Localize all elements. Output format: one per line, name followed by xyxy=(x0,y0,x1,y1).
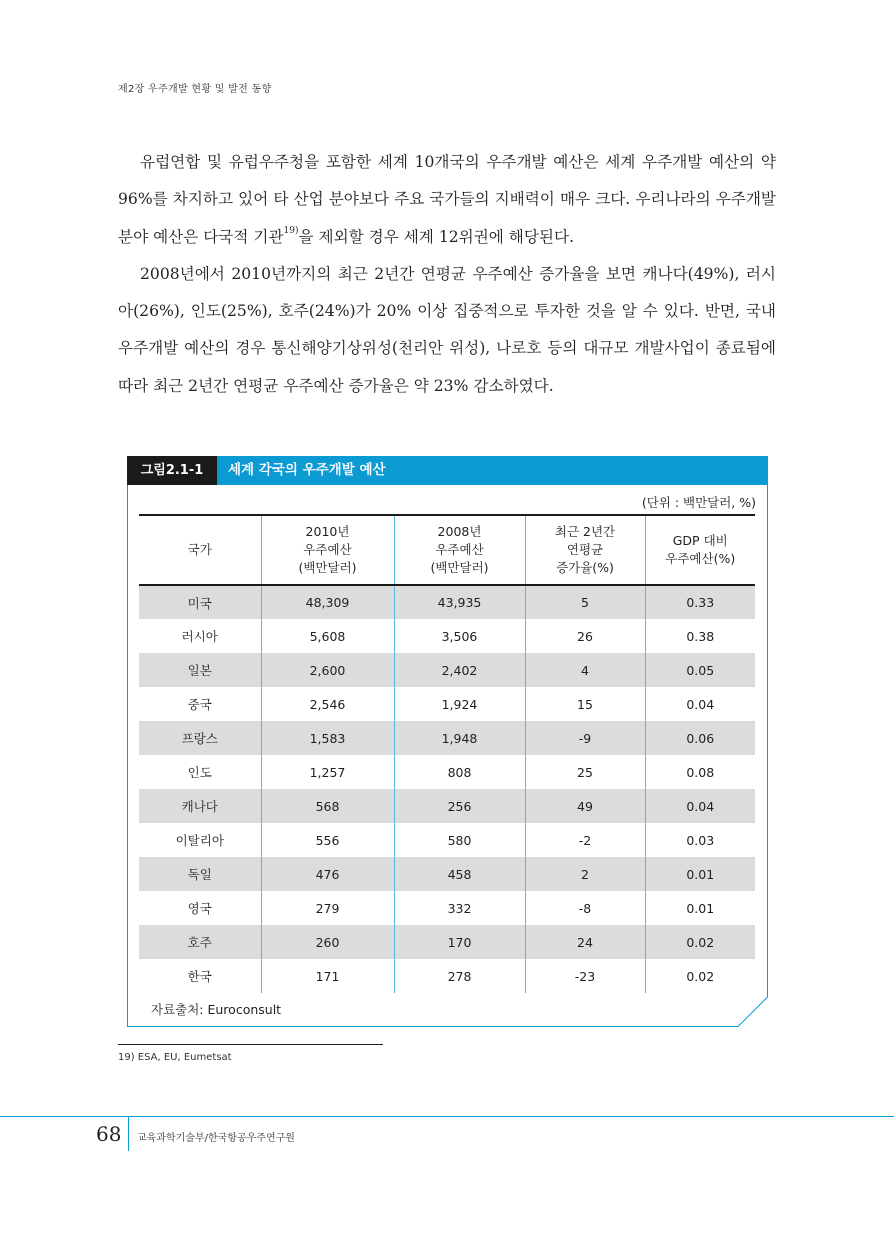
table-row xyxy=(139,755,755,789)
cell-country: 이탈리아 xyxy=(175,833,224,848)
cell-budget-2010: 5,608 xyxy=(261,619,394,653)
cell-growth-rate: -23 xyxy=(525,959,645,993)
cell-growth-rate: 4 xyxy=(525,653,645,687)
cell-country: 영국 xyxy=(187,901,212,916)
cell-budget-2008: 170 xyxy=(394,925,525,959)
table-row xyxy=(139,823,755,857)
figure-label: 그림2.1-1 xyxy=(127,456,217,485)
cell-gdp-ratio: 0.02 xyxy=(645,959,755,993)
cell-country: 캐나다 xyxy=(139,789,261,823)
table-row xyxy=(139,891,755,925)
cell-growth-rate: 15 xyxy=(525,687,645,721)
table-row xyxy=(139,687,755,721)
cell-country: 인도 xyxy=(187,765,212,780)
cell-growth-rate: -9 xyxy=(525,721,645,755)
footnote-ref: 19) xyxy=(283,226,299,237)
cell-gdp-ratio: 0.01 xyxy=(645,857,755,891)
cell-country: 프랑스 xyxy=(139,721,261,755)
cell-gdp-ratio: 0.04 xyxy=(645,789,755,823)
cell-budget-2008: 3,506 xyxy=(394,619,525,653)
table-row xyxy=(139,959,755,993)
table-row xyxy=(139,721,755,755)
cell-country: 한국 xyxy=(139,959,261,993)
column-header-country: 국가 xyxy=(139,515,261,585)
cell-budget-2010: 260 xyxy=(261,925,394,959)
cell-budget-2010: 568 xyxy=(261,789,394,823)
cell-budget-2010: 171 xyxy=(261,959,394,993)
cell-growth-rate: 5 xyxy=(525,585,645,619)
cell-growth-rate: 25 xyxy=(525,755,645,789)
column-header-growth-rate: 최근 2년간 연평균 증가율(%) xyxy=(525,515,645,585)
cell-gdp-ratio: 0.01 xyxy=(645,891,755,925)
figure-box xyxy=(127,456,768,1027)
cell-budget-2008: 278 xyxy=(394,959,525,993)
body-text xyxy=(118,144,776,405)
cell-budget-2008: 2,402 xyxy=(394,653,525,687)
cell-budget-2008: 458 xyxy=(394,857,525,891)
table-header-row xyxy=(139,515,755,585)
column-header-gdp-ratio: GDP 대비 우주예산(%) xyxy=(645,515,755,585)
paragraph-1 xyxy=(118,144,776,256)
cell-gdp-ratio: 0.06 xyxy=(645,721,755,755)
cell-growth-rate: 24 xyxy=(525,925,645,959)
cell-budget-2010: 556 xyxy=(261,823,394,857)
cell-country: 중국 xyxy=(187,697,212,712)
cell-budget-2008: 808 xyxy=(394,755,525,789)
cell-gdp-ratio: 0.33 xyxy=(645,585,755,619)
table-body xyxy=(139,585,755,993)
footer-publisher: 교육과학기술부/한국항공우주연구원 xyxy=(137,1133,295,1144)
budget-table xyxy=(139,514,755,993)
footer-line xyxy=(0,1116,894,1117)
cell-budget-2008: 256 xyxy=(394,789,525,823)
running-head: 제2장 우주개발 현황 및 발전 동향 xyxy=(118,84,272,95)
cell-budget-2010: 1,257 xyxy=(261,755,394,789)
cell-gdp-ratio: 0.04 xyxy=(645,687,755,721)
cell-budget-2008: 1,924 xyxy=(394,687,525,721)
footnote-rule xyxy=(118,1044,383,1045)
page-number: 68 xyxy=(96,1122,122,1146)
cell-gdp-ratio: 0.03 xyxy=(645,823,755,857)
paragraph-2: 2008년에서 2010년까지의 최근 2년간 연평균 우주예산 증가율을 보면 캐나다(49%), 러시아(26%), 인도(25%), 호주(24%)가 20% 이상 집중적으로 투자한 것을 알 수 있다. 반면, 국내 우주개발 예산의 경우 통신해양기상위성(천리안 위성), 나로호 등의 대규모 개발사업이 종료됨에 따라 최근 2년간 연평균 우주예산 증가율은 약 23% 감소하였다. xyxy=(118,264,776,395)
cell-gdp-ratio: 0.38 xyxy=(645,619,755,653)
cell-country: 호주 xyxy=(139,925,261,959)
cell-growth-rate: 2 xyxy=(525,857,645,891)
cell-country: 미국 xyxy=(139,585,261,619)
table-row xyxy=(139,789,755,823)
cell-growth-rate: -2 xyxy=(525,823,645,857)
table-row xyxy=(139,619,755,653)
cell-growth-rate: 26 xyxy=(525,619,645,653)
cell-budget-2008: 580 xyxy=(394,823,525,857)
column-header-budget-2008: 2008년 우주예산 (백만달러) xyxy=(394,515,525,585)
table-row xyxy=(139,653,755,687)
cell-budget-2010: 476 xyxy=(261,857,394,891)
unit-note: (단위 : 백만달러, %) xyxy=(641,495,756,510)
cell-budget-2010: 279 xyxy=(261,891,394,925)
cell-country: 러시아 xyxy=(181,629,218,644)
cell-growth-rate: 49 xyxy=(525,789,645,823)
cell-budget-2008: 332 xyxy=(394,891,525,925)
figure-title: 세계 각국의 우주개발 예산 xyxy=(228,462,386,478)
cell-gdp-ratio: 0.05 xyxy=(645,653,755,687)
cell-budget-2010: 1,583 xyxy=(261,721,394,755)
column-header-budget-2010: 2010년 우주예산 (백만달러) xyxy=(261,515,394,585)
cell-gdp-ratio: 0.08 xyxy=(645,755,755,789)
cell-budget-2008: 1,948 xyxy=(394,721,525,755)
footer-separator xyxy=(128,1117,129,1151)
table-row xyxy=(139,857,755,891)
cell-budget-2010: 2,600 xyxy=(261,653,394,687)
table-row xyxy=(139,585,755,619)
cell-budget-2010: 48,309 xyxy=(261,585,394,619)
paragraph-1-text: 유럽연합 및 유럽우주청을 포함한 세계 10개국의 우주개발 예산은 세계 우주개발 예산의 약 96%를 차지하고 있어 타 산업 분야보다 주요 국가들의 지배력이 매우 크다. 우리나라의 우주개발 분야 예산은 다국적 기관 xyxy=(118,153,776,246)
cell-country: 독일 xyxy=(139,857,261,891)
cell-budget-2008: 43,935 xyxy=(394,585,525,619)
cell-growth-rate: -8 xyxy=(525,891,645,925)
figure-header xyxy=(127,456,768,485)
table-row xyxy=(139,925,755,959)
footnote: 19) ESA, EU, Eumetsat xyxy=(118,1052,232,1063)
paragraph-1-text-end: 을 제외할 경우 세계 12위권에 해당된다. xyxy=(298,227,575,246)
source-note: 자료출처: Euroconsult xyxy=(151,1002,282,1017)
cell-country: 일본 xyxy=(139,653,261,687)
cell-budget-2010: 2,546 xyxy=(261,687,394,721)
cell-gdp-ratio: 0.02 xyxy=(645,925,755,959)
